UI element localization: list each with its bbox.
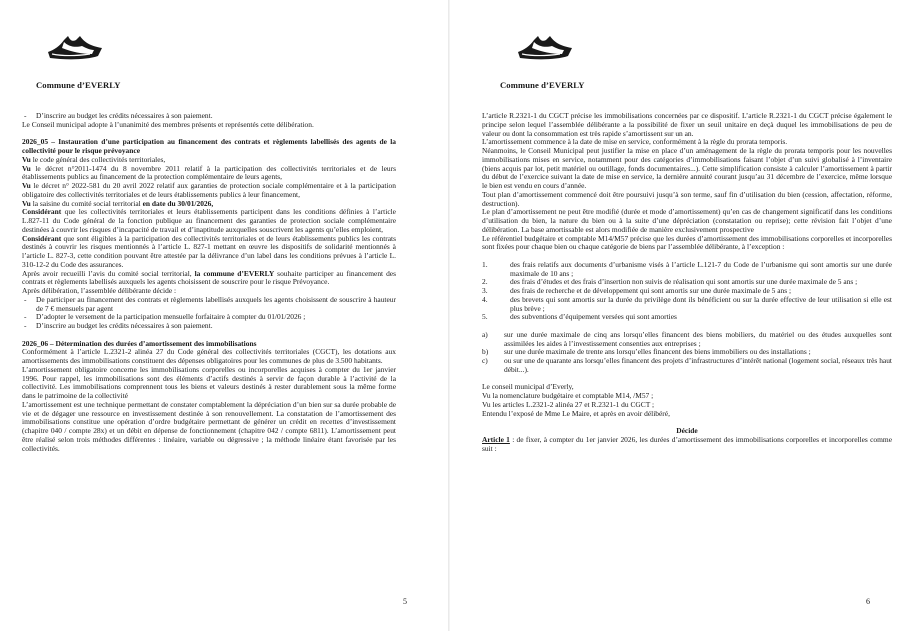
item-text: ou sur une de quarante ans lorsqu’elles financent des projets d’infrastructures d’intérêt national (logement social, réseaux très haut débit...). [504,356,892,374]
item-text: des frais de recherche et de développement qui sont amortis sur une durée maximale de 5 ans ; [510,286,792,295]
paragraph: Néanmoins, le Conseil Municipal peut justifier la mise en place d’un aménagement de la règle du prorata temporis pour les nouvelles immobilisations mises en service, notamment pour des catégories d’immobilisations faisant l’objet d’un suivi globalisé à l’inventaire (biens acquis par lot, petit matériel ou outillage, fonds documentaires...). Cette simplification consiste à calculer l’amortissement à partir du début de l’exercice suivant la date de mise en service, la dernière annuité courant jusqu’au 31 décembre de l’exercice, même lorsque le bien est vendu en cours d’année. [482,146,892,190]
paragraph: L’amortissement commence à la date de mise en service, conformément à la règle du prorata temporis. [482,137,788,147]
numbered-item [482,261,892,279]
item-marker: b) [482,347,489,357]
paragraph: Le Conseil municipal adopte à l’unanimité des membres présents et représentés cette délibération. [22,119,314,129]
paragraph: Vu la nomenclature budgétaire et comptable M14, /M57 ; [482,391,654,400]
bold-lead: Considérant [22,233,62,243]
paragraph-text: la saisine du comité social territorial [30,198,143,208]
paragraph: Le conseil municipal d’Everly, [482,382,574,392]
bold-lead: Vu [22,181,31,190]
page-6 [450,0,900,631]
dash-marker: - [24,321,27,330]
paragraph: Le plan d’amortissement ne peut être modifié (durée et mode d’amortissement) qu’en cas de changement significatif dans les conditions d’utilisation du bien, la nature du bien ou à la suite d’une dépréciation (constatation ou reprise); cette révision fait l’objet d’une délibération. La base amortissable est alors modifiée de manière exclusivement prospective [482,207,892,234]
item-marker: 3. [482,286,488,295]
item-marker: c) [482,356,488,365]
commune-logo [516,30,574,62]
lettered-item [482,331,892,349]
bold-lead: Vu [22,154,31,164]
item-marker: a) [482,329,488,339]
dash-item [22,322,396,331]
paragraph-text: souhaite participer au financement des contrats et règlements labellisés auxquels les agents choisissent de souscrire pour le risque Prévoyance. [22,268,396,287]
bold-segment: en date du 30/01/2026, [142,198,214,208]
dash-marker: - [24,312,27,322]
paragraph: Conformément à l’article L.2321-2 alinéa 27 du Code général des collectivités territoriales (CGCT), les dotations aux amortissements des immobilisations constituent des dépenses obligatoires pour les communes de plus de 3.500 habitants. [22,347,396,365]
section-heading: 2026_05 – Instauration d’une participation au financement des contrats et règlements labellisés des agents de la collectivité pour le risque prévoyance [22,137,396,155]
paragraph: Le référentiel budgétaire et comptable M14/M57 précise que les durées d’amortissement des immobilisations corporelles et incorporelles sont fixées pour chaque bien ou chaque catégorie de biens par l’assemblée délibérante, à l’exception : [482,233,892,252]
item-text: sur une durée maximale de trente ans lorsqu’elles financent des biens immobiliers ou des installations ; [504,347,811,357]
page-body [22,112,396,453]
dash-marker: - [24,294,27,304]
paragraph-text: que les collectivités territoriales et leurs établissements participent dans les conditions définies à l’article L.827-11 du Code général de la fonction publique au financement des garanties de protection sociale complémentaire destinées à couvrir les risques d’incapacité de travail et d’inaptitude auxquelles souscrivent les agents qu’elles emploient, [22,207,396,234]
paragraph-text: le décret n° 2022-581 du 20 avril 2022 relatif aux garanties de protection sociale complémentaire et à la participation obligatoire des collectivités territoriales et de leurs établissements publics à leur financement, [22,181,396,199]
paragraph: Tout plan d’amortissement commencé doit être poursuivi jusqu’à son terme, sauf fin d’utilisation du bien (cession, affectation, réforme, destruction). [482,189,892,208]
dash-item [22,296,396,314]
item-marker: 1. [482,259,488,269]
decision-heading: Décide [676,426,698,435]
page-number: 6 [866,597,870,606]
item-text: des frais d’études et des frais d’insertion non suivis de réalisation qui sont amortis sur une durée maximale de 5 ans ; [510,277,858,287]
item-marker: 4. [482,294,488,304]
item-marker: 2. [482,277,488,287]
paragraph [22,235,396,270]
paragraph: L’article R.2321-1 du CGCT précise les immobilisations concernées par ce dispositif. L’article R.2321-1 du CGCT précise également le principe selon lequel l’assemblée délibérante a la possibilité de fixer un seuil unitaire en deçà duquel les immobilisations de peu de valeur ou dont la consommation est très rapide s’amortissent sur un an. [482,111,892,138]
numbered-item [482,313,892,322]
bold-lead: Vu [22,163,31,173]
paragraph: Vu les articles L.2321-2 alinéa 27 et R.2321-1 du CGCT ; [482,399,655,409]
paragraph: Entendu l’exposé de Mme Le Maire, et après en avoir délibéré, [482,408,670,418]
dash-item-text: D’inscrire au budget les crédits nécessaires à son paiement. [36,321,213,330]
paragraph [22,182,396,200]
paragraph: L’amortissement obligatoire concerne les immobilisations corporelles ou incorporelles acquises à compter du 1er janvier 1996. Pour rappel, les immobilisations sont des éléments d’actifs destinés à servir de façon durable à l’activité de la collectivité. Les immobilisations comprennent tous les biens et valeurs destinés à rester durablement sous la même forme dans le patrimoine de la collectivité [22,364,396,400]
paragraph [22,165,396,183]
item-marker: 5. [482,312,488,322]
dash-item-text: D’adopter le versement de la participation mensuelle forfaitaire à compter du 01/01/2026 ; [36,312,306,322]
lettered-item [482,357,892,375]
bold-lead: Considérant [22,207,62,217]
commune-logo [46,30,104,62]
item-text: des frais relatifs aux documents d’urbanisme visés à l’article L.121-7 du Code de l’urbanisme qui sont amortis sur une durée maximale de 10 ans ; [510,259,892,278]
bold-lead: Vu [22,198,31,208]
item-text: sur une durée maximale de cinq ans lorsqu’elles financent des biens mobiliers, du matériel ou des études auxquelles sont assimilées les aides à l’investissement consenties aux entreprises ; [504,329,892,348]
commune-header: Commune d’EVERLY [500,80,585,90]
paragraph-text: le décret n°2011-1474 du 8 novembre 2011 relatif à la participation des collectivités territoriales et de leurs établissements publics au financement de la protection complémentaire de leurs agents, [22,163,396,182]
paragraph-text: Après avoir recueilli l’avis du comité social territorial, [22,268,195,278]
item-text: des brevets qui sont amortis sur la durée du privilège dont ils bénéficient ou sur la durée effective de leur utilisation si elle est plus brève ; [510,294,892,313]
section-heading: 2026_06 – Détermination des durées d’amortissement des immobilisations [22,338,257,348]
paragraph-text: que sont éligibles à la participation des collectivités territoriales et de leurs établissements publics les contrats destinés à couvrir les risques mentionnés à l’article L. 827-1 mettant en œuvre les dispositifs de solidarité mentionnés à l’article L. 827-3, cette condition pouvant être attestée par la délivrance d’un label dans les conditions prévues à l’article L. 310-12-2 du Code des assurances. [22,233,396,269]
paragraph [22,208,396,234]
item-text: des subventions d’équipement versées qui sont amorties [510,312,677,322]
dash-item-text: D’inscrire au budget les crédits nécessaires à son paiement. [36,111,213,120]
page-number: 5 [403,597,407,606]
dash-item-text: De participer au financement des contrats et règlements labellisés auxquels les agents choisissent de souscrire à hauteur de 7 € mensuels par agent [36,294,396,313]
numbered-item [482,296,892,314]
bold-segment: la commune d’EVERLY [194,268,275,278]
paragraph-text: le code général des collectivités territoriales, [30,154,166,164]
paragraph-text: : de fixer, à compter du 1er janvier 2026, les durées d’amortissement des immobilisations corporelles et incorporelles comme suit : [482,434,893,453]
page-body [482,112,892,453]
paragraph [22,270,396,288]
paragraph: Après délibération, l’assemblée délibérante décide : [22,286,177,295]
bold-lead: Article 1 [482,434,510,444]
commune-header: Commune d’EVERLY [36,80,121,90]
article-line [482,436,892,454]
dash-marker: - [24,111,27,120]
paragraph: L’amortissement est une technique permettant de constater comptablement la dépréciation d’un bien sur sa durée probable de vie et de dégager une ressource en investissement destinée à son renouvellement. La constatation de l’amortissement des immobilisations constitue une opération d’ordre budgétaire permettant de générer un crédit en recettes d’investissement (chapitre 040 / compte 28x) et un débit en dépense de fonctionnement (chapitre 042 / compte 6811). L’amortissement peut être réalisé selon trois méthodes différentes : linéaire, variable ou dégressive ; la méthode linéaire étant favorisée par les collectivités. [22,399,396,453]
